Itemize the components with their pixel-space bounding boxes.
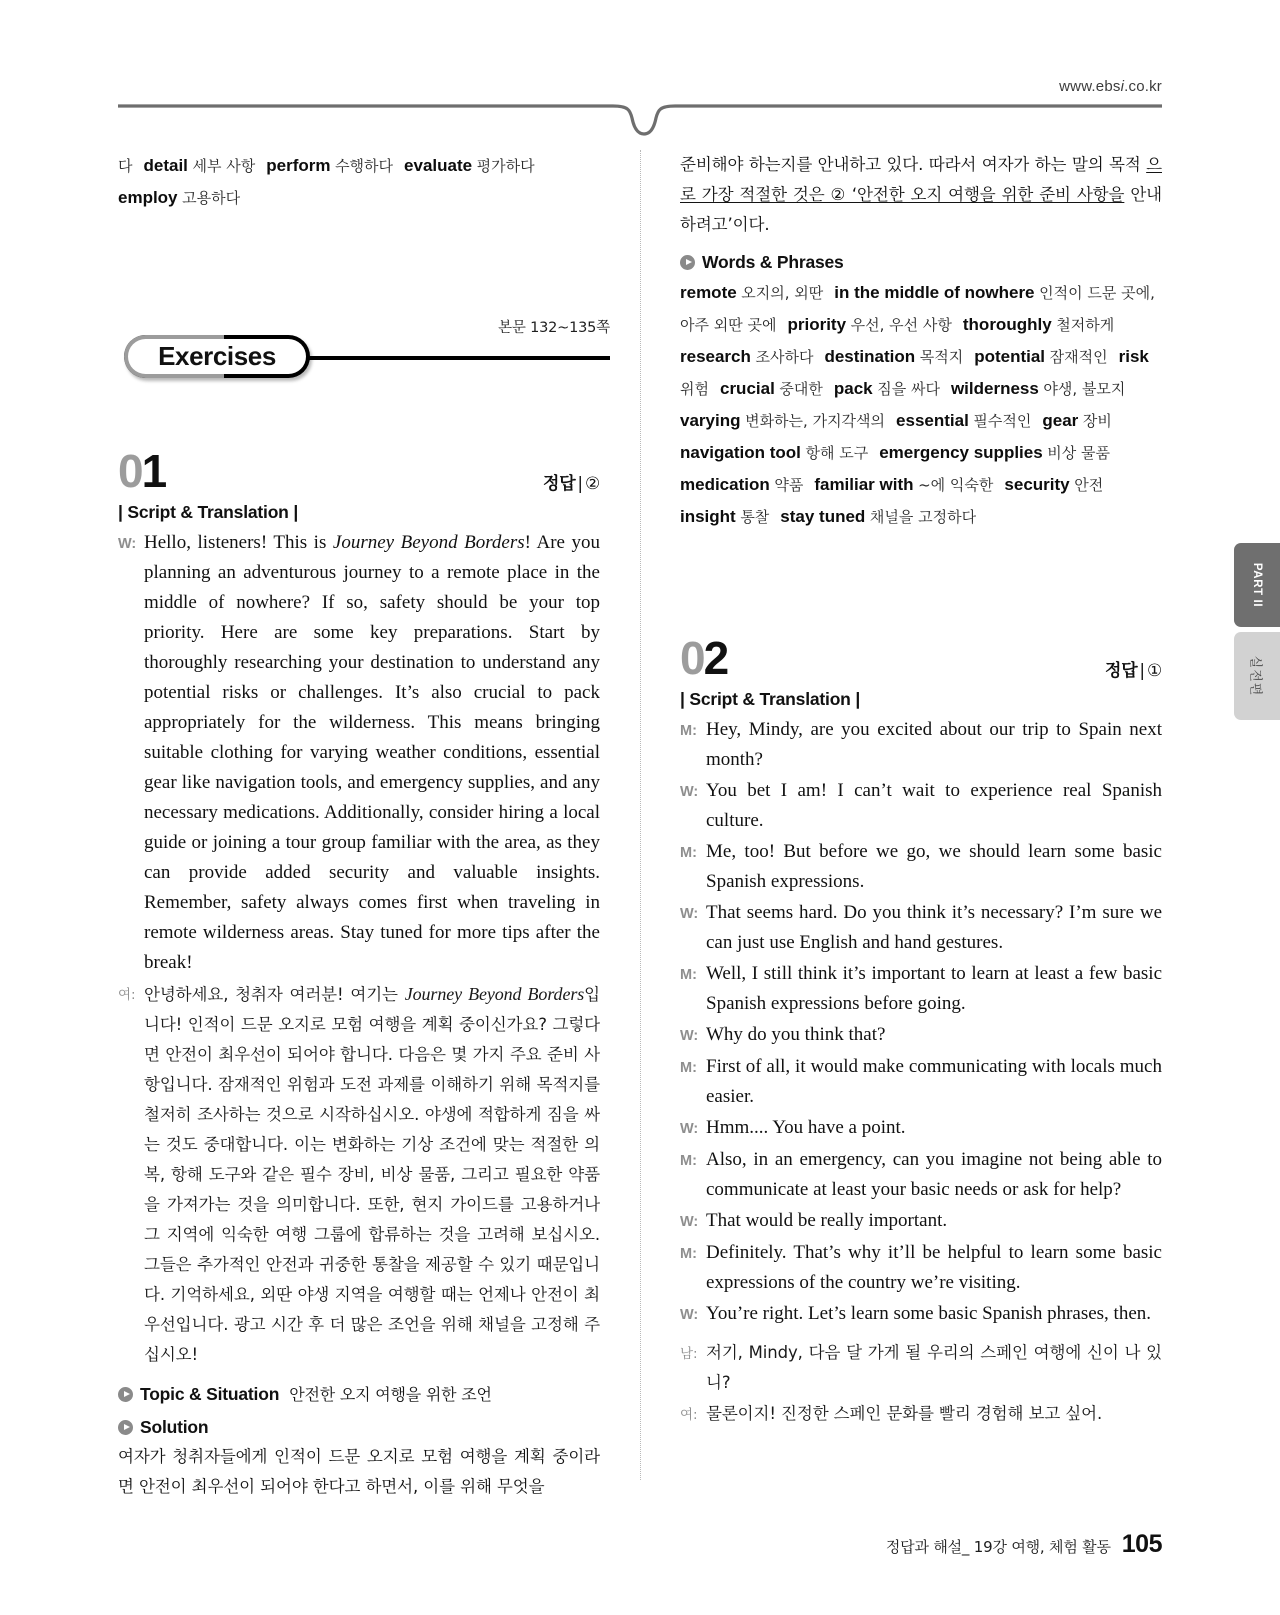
vocab-term: crucial [719,379,775,398]
two-column-body [118,150,1162,1496]
speaker-label: W: [680,1121,699,1137]
vocab-lead-fragment: 다 [118,157,133,175]
dialogue-line [680,715,1162,775]
question-02-answer-label: 정답 [1104,661,1138,681]
solution-continued [680,150,1162,240]
question-01-number [118,445,600,497]
site-url-prefix: www.ebs [1059,78,1121,95]
korean-speaker-label: 남: [680,1346,698,1362]
dialogue-text: Hey, Mindy, are you excited about our trip to Spain next month? [706,719,1162,770]
vocab-term: in the middle of nowhere [834,283,1035,302]
words-phrases-heading [680,252,1162,273]
play-bullet-icon [118,1387,133,1402]
question-02-script-label: | Script & Translation | [680,689,861,709]
speaker-label: M: [680,1246,697,1262]
left-column [118,150,610,1496]
site-url [1059,78,1162,95]
dialogue-line [680,1052,1162,1112]
vocab-gloss: 중대한 [779,380,823,398]
speaker-label: W: [680,784,699,800]
vocab-term: destination [824,347,916,366]
vocab-continuation [118,150,600,214]
top-decorative-rule [118,104,1162,140]
topic-situation-heading [118,1382,600,1405]
question-01-answer-label: 정답 [542,474,576,494]
vocab-gloss: 필수적인 [973,412,1032,430]
vocab-term: essential [896,411,969,430]
speaker-label: M: [680,723,697,739]
vocab-term: wilderness [950,379,1039,398]
vocab-term: remote [680,283,737,302]
english-program-title: Journey Beyond Borders [332,532,525,553]
korean-post: 입니다! 인적이 드문 오지로 모험 여행을 계획 중이신가요? 그렇다면 안전이 최우선이 되어야 합니다. 다음은 몇 가지 주요 준비 사항입니다. 잠재적인 위험과 도전 과제를 이해하기 위해 목적지를 철저히 조사하는 것으로 시작하십시오. 야생에 적합하게 짐을 싸는 것도 중대합니다. 이는 변화하는 기상 조건에 맞는 적절한 의복, 항해 도구와 같은 필수 장비, 비상 물품, 그리고 필요한 약품을 가져가는 것을 의미합니다. 또한, 현지 가이드를 고용하거나 그 지역에 익숙한 여행 그룹에 합류하는 것을 고려해 보십시오. 그들은 추가적인 안전과 귀중한 통찰을 제공할 수 있기 때문입니다. 기억하세요, 외딴 야생 지역을 여행할 때는 언제나 안전이 최우선입니다. 광고 시간 후 더 많은 조언을 위해 채널을 고정해 주십시오! [144,985,600,1364]
solution-continued-line2: 으로 가장 적절한 것은 ② ‘안전한 오지 여행을 위한 준비 사항을 [680,155,1162,204]
dialogue-text: Hmm.... You have a point. [706,1117,906,1138]
vocab-gloss-perform: 수행하다 [335,157,394,175]
dialogue-text: You’re right. Let’s learn some basic Spanish phrases, then. [706,1303,1152,1324]
solution-continued-line3: 안내하려고’이다. [680,185,1162,234]
vocab-gloss: 통찰 [740,508,770,526]
vocab-gloss: 안전 [1074,476,1104,494]
question-01-korean-line [118,979,600,1370]
exercises-reference: 본문 132~135쪽 [498,320,610,336]
words-phrases-label: Words & Phrases [702,252,844,272]
english-post: ! Are you planning an adventurous journey to a remote place in the middle of nowhere? If so, safety should be your top priority. Here are some key preparations. Start by thoroughly researching your destination to understand any potential risks or challenges. It’s also crucial to pack appropriately for the wilderness. This means bringing suitable clothing for varying weather conditions, essential gear like navigation tools, and emergency supplies, and any necessary medications. Additionally, consider hiring a local guide or joining a tour group familiar with the area, as they can provide added security and valuable insights. Remember, safety always comes first when traveling in remote wilderness areas. Stay tuned for more tips after the break! [144,532,600,973]
dialogue-line [680,1145,1162,1205]
solution-heading [118,1417,600,1438]
vocab-gloss: 비상 물품 [1047,444,1111,462]
dialogue-text: Also, in an emergency, can you imagine not being able to communicate at least your basic needs or ask for help? [706,1149,1162,1200]
question-01-answer-value: ② [584,474,600,494]
side-tab-section-label: 실전편 [1247,655,1263,697]
vocab-term: familiar with [814,475,914,494]
dialogue-line [680,1020,1162,1051]
korean-dialogue-line [680,1399,1162,1430]
vocab-gloss: 약품 [774,476,804,494]
right-column [670,150,1162,1480]
vocab-gloss: 철저하게 [1056,316,1115,334]
vocab-term: varying [680,411,741,430]
speaker-label: M: [680,845,697,861]
korean-dialogue-text: 저기, Mindy, 다음 달 가게 될 우리의 스페인 여행에 신이 나 있니? [706,1343,1162,1392]
vocab-gloss: 짐을 싸다 [877,380,940,398]
vocab-term: risk [1118,347,1149,366]
question-02-answer-value: ① [1146,661,1162,681]
solution-text: 여자가 청취자들에게 인적이 드문 오지로 모험 여행을 계획 중이라면 안전이 최우선이 되어야 한다고 하면서, 이를 위해 무엇을 [118,1447,600,1496]
vocab-gloss: 인적이 드문 곳에, 아주 외딴 곳에 [680,284,1155,334]
speaker-label: W: [680,1307,699,1323]
question-01-english-text [144,528,600,978]
topic-situation-label: Topic & Situation [140,1384,280,1404]
question-01-header [118,445,600,500]
play-bullet-icon [680,255,695,270]
question-01-answer [543,469,600,494]
dialogue-text: Definitely. That’s why it’ll be helpful to learn some basic expressions of the country we’re visiting. [706,1242,1162,1293]
exercises-banner [118,316,610,378]
question-02-number-digit: 2 [703,632,728,684]
question-02-header [680,632,1162,687]
vocab-term: navigation tool [680,443,801,462]
question-01-script-label: | Script & Translation | [118,502,299,522]
vocab-gloss-detail: 세부 사항 [192,157,256,175]
vocab-term-evaluate: evaluate [404,156,473,175]
vocab-gloss: 채널을 고정하다 [869,508,977,526]
question-02-korean-dialogue [680,1338,1162,1430]
page-footer [886,1530,1162,1559]
solution-continued-line1: 준비해야 하는지를 안내하고 있다. 따라서 여자가 하는 말의 목적 [680,155,1141,174]
footer-page-number: 105 [1121,1530,1162,1558]
vocab-gloss-evaluate: 평가하다 [476,157,535,175]
speaker-label: M: [680,1060,697,1076]
vocab-term: thoroughly [962,315,1052,334]
dialogue-text: Me, too! But before we go, we should learn some basic Spanish expressions. [706,841,1162,892]
dialogue-line [680,1238,1162,1298]
vocab-term: pack [833,379,873,398]
vocab-term: insight [680,507,736,526]
vocab-term: emergency supplies [879,443,1043,462]
vocab-gloss-employ: 고용하다 [182,189,241,207]
question-02-number-zero: 0 [680,632,704,684]
vocab-term: security [1004,475,1070,494]
question-02-dialogue [680,715,1162,1330]
question-01-answer-bar: | [577,474,583,494]
speaker-label: M: [680,967,697,983]
vocab-gloss: 잠재적인 [1049,348,1108,366]
dialogue-text: That would be really important. [706,1210,948,1231]
vocab-gloss: 우선, 우선 사항 [850,316,952,334]
vocab-gloss: 야생, 불모지 [1043,380,1126,398]
vocab-gloss: 항해 도구 [805,444,869,462]
speaker-label-yeo: 여: [118,987,136,1003]
exercises-pill [124,335,310,378]
speaker-label: M: [680,1153,697,1169]
question-01-english-line [118,528,600,978]
vocab-gloss: 오지의, 외딴 [741,284,824,302]
topic-situation-value: 안전한 오지 여행을 위한 조언 [289,1385,492,1404]
side-tab-part[interactable] [1234,543,1280,627]
speaker-label-w: W: [118,536,137,552]
vocab-term-employ: employ [118,188,178,207]
solution-label: Solution [140,1417,209,1437]
korean-dialogue-text: 물론이지! 진정한 스페인 문화를 빨리 경험해 보고 싶어. [706,1404,1103,1423]
dialogue-line [680,1206,1162,1237]
site-url-suffix: .co.kr [1124,78,1162,95]
question-02-answer-bar: | [1139,661,1145,681]
vocab-gloss: ~에 익숙한 [918,476,994,494]
vocab-gloss: 조사하다 [755,348,814,366]
dialogue-text: That seems hard. Do you think it’s necessary? I’m sure we can just use English and hand gestures. [706,902,1162,953]
vocab-term: stay tuned [780,507,866,526]
side-tab[interactable] [1234,543,1280,720]
korean-pre: 안녕하세요, 청취자 여러분! 여기는 [144,985,405,1004]
question-01-number-zero: 0 [118,445,142,497]
dialogue-line [680,837,1162,897]
side-tab-section[interactable] [1234,632,1280,720]
vocab-gloss: 변화하는, 가지각색의 [745,412,886,430]
footer-text: 정답과 해설_ 19강 여행, 체험 활동 [885,1538,1111,1556]
dialogue-text: First of all, it would make communicating with locals much easier. [706,1056,1162,1107]
dialogue-text: Well, I still think it’s important to learn at least a few basic Spanish expressions before going. [706,963,1162,1014]
question-01-korean-text [144,979,600,1370]
vocab-term-detail: detail [143,156,188,175]
dialogue-line [680,776,1162,836]
vocab-term: research [680,347,751,366]
dialogue-line [680,959,1162,1019]
dialogue-line [680,898,1162,958]
exercises-pill-wrap [118,335,610,379]
vocab-gloss: 위험 [680,380,709,398]
dialogue-text: You bet I am! I can’t wait to experience real Spanish culture. [706,780,1162,831]
vocab-gloss: 장비 [1082,412,1112,430]
dialogue-line [680,1299,1162,1330]
korean-speaker-label: 여: [680,1407,698,1423]
words-phrases-list [680,277,1162,533]
speaker-label: W: [680,1028,699,1044]
dialogue-line [680,1113,1162,1144]
english-pre: Hello, listeners! This is [144,532,333,553]
question-02-number [680,632,1162,684]
side-tab-part-label: PART II [1251,562,1263,608]
vocab-term: medication [680,475,770,494]
question-02-answer [1105,656,1162,681]
vocab-term: potential [974,347,1046,366]
korean-dialogue-line [680,1338,1162,1398]
site-url-italic: i [1120,78,1125,95]
column-divider [610,150,670,1480]
exercises-pill-inner [128,339,306,374]
question-01-number-digit: 1 [141,445,166,497]
exercises-rule [288,356,610,360]
korean-program-title: Journey Beyond Borders [404,984,585,1004]
vocab-term: gear [1042,411,1079,430]
play-bullet-icon [118,1420,133,1435]
vocab-term: priority [787,315,847,334]
speaker-label: W: [680,906,699,922]
speaker-label: W: [680,1214,699,1230]
exercises-label: Exercises [158,340,276,371]
vocab-gloss: 목적지 [919,348,964,366]
vocab-term-perform: perform [266,156,331,175]
dialogue-text: Why do you think that? [706,1024,886,1045]
